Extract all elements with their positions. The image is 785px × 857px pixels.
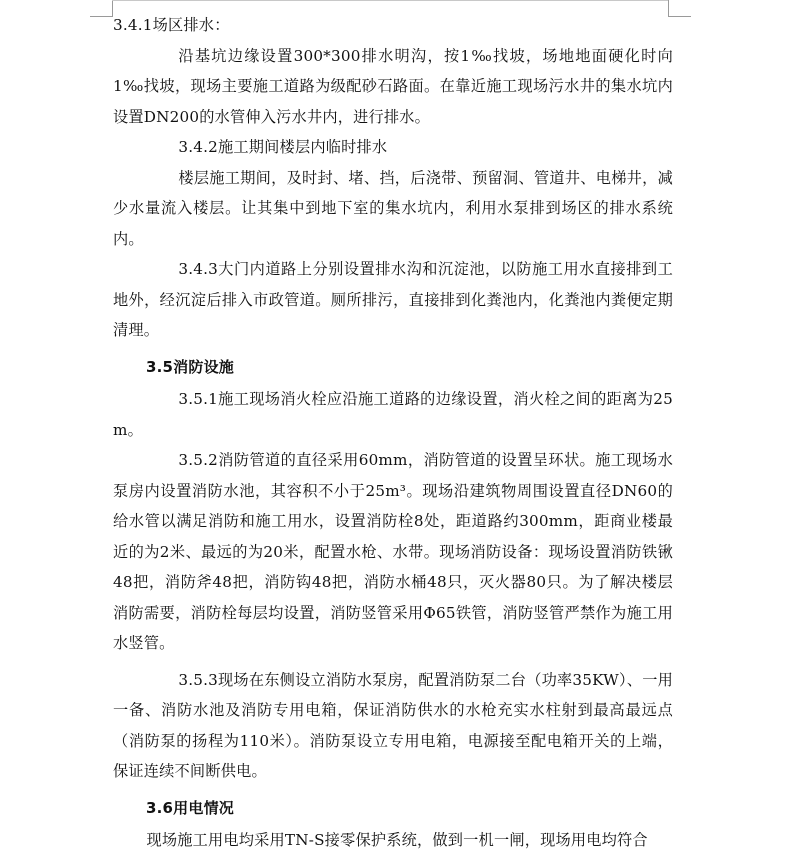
paragraph-3-4-2: 楼层施工期间，及时封、堵、挡，后浇带、预留洞、管道井、电梯井，减少水量流入楼层。让其集中到地下室的集水坑内，利用水泵排到场区的排水系统内。 bbox=[113, 168, 673, 248]
paragraph-3-6: 现场施工用电均采用TN-S接零保护系统，做到一机一闸，现场用电均符合 bbox=[146, 831, 648, 849]
paragraph-3-4-3: 3.4.3大门内道路上分别设置排水沟和沉淀池，以防施工用水直接排到工地外，经沉淀后排入市政管道。厕所排污，直接排到化粪池内，化粪池内粪便定期清理。 bbox=[113, 260, 673, 339]
subheading-3-4-1: 3.4.1场区排水： bbox=[113, 16, 230, 34]
paragraph-3-5-1: 3.5.1施工现场消火栓应沿施工道路的边缘设置，消火栓之间的距离为25m。 bbox=[113, 390, 673, 439]
left-margin-corner-mark bbox=[90, 0, 113, 17]
section-heading-3-6: 3.6用电情况 bbox=[146, 798, 234, 817]
section-heading-3-5: 3.5消防设施 bbox=[146, 357, 234, 376]
subheading-3-4-2: 3.4.2施工期间楼层内临时排水 bbox=[178, 138, 388, 156]
paragraph-3-5-3: 3.5.3现场在东侧设立消防水泵房，配置消防泵二台（功率35KW）、一用一备、消防水池及消防专用电箱，保证消防供水的水枪充实水柱射到最高最远点（消防泵的扬程为110米）。消防泵设立专用电箱，电源接至配电箱开关的上端，保证连续不间断供电。 bbox=[113, 670, 673, 780]
paragraph-3-4-1: 沿基坑边缘设置300*300排水明沟，按1‰找坡，场地地面硬化时向1‰找坡，现场主要施工道路为级配砂石路面。在靠近施工现场污水井的集水坑内设置DN200的水管伸入污水井内，进行排水。 bbox=[113, 46, 673, 126]
page-top-border bbox=[112, 0, 668, 1]
paragraph-3-5-2: 3.5.2消防管道的直径采用60mm，消防管道的设置呈环状。施工现场水泵房内设置消防水池，其容积不小于25m³。现场沿建筑物周围设置直径DN60的给水管以满足消防和施工用水，设置消防栓8处，距道路约300mm，距商业楼最近的为2米、最远的为20米，配置水枪、水带。现场消防设备：现场设置消防铁锹48把，消防斧48把，消防钩48把，消防水桶48只，灭火器80只。为了解决楼层消防需要，消防栓每层均设置，消防竖管采用Φ65铁管，消防竖管严禁作为施工用水竖管。 bbox=[113, 451, 673, 652]
document-body bbox=[113, 10, 673, 856]
